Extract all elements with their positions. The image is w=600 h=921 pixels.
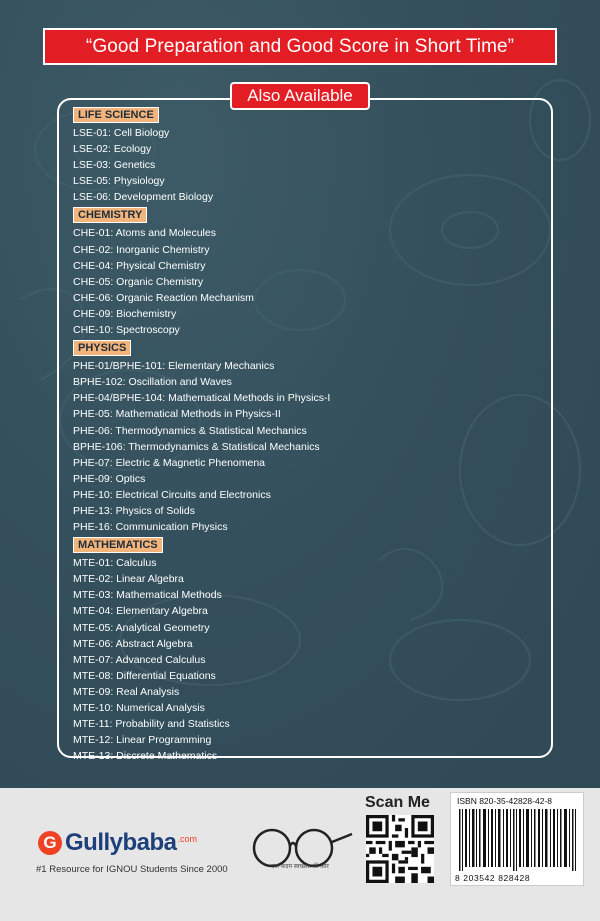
course-item: PHE-09: Optics — [73, 472, 146, 485]
course-item: CHE-02: Inorganic Chemistry — [73, 243, 210, 256]
swachh-bharat-glasses-icon — [242, 820, 354, 880]
course-item: LSE-02: Ecology — [73, 143, 152, 156]
course-item: CHE-10: Spectroscopy — [73, 324, 180, 337]
course-item: PHE-10: Electrical Circuits and Electronics — [73, 488, 271, 501]
course-item: CHE-06: Organic Reaction Mechanism — [73, 291, 254, 304]
course-item: CHE-01: Atoms and Molecules — [73, 227, 216, 240]
course-item: LSE-03: Genetics — [73, 159, 156, 172]
course-item: PHE-06: Thermodynamics & Statistical Mechanics — [73, 424, 307, 437]
isbn-barcode-box — [450, 792, 584, 886]
course-item: MTE-03: Mathematical Methods — [73, 589, 222, 602]
course-item: LSE-05: Physiology — [73, 175, 165, 188]
barcode-icon — [457, 809, 579, 871]
section-life-science — [73, 105, 533, 205]
logo-g-icon: G — [38, 831, 62, 855]
course-item: MTE-04: Elementary Algebra — [73, 605, 208, 618]
section-heading: LIFE SCIENCE — [73, 107, 159, 123]
course-item: CHE-09: Biochemistry — [73, 307, 177, 320]
course-item: PHE-16: Communication Physics — [73, 521, 228, 534]
section-chemistry — [73, 205, 533, 338]
course-item: MTE-06: Abstract Algebra — [73, 637, 193, 650]
scan-me-label: Scan Me — [365, 794, 430, 811]
course-item: PHE-13: Physics of Solids — [73, 504, 195, 517]
section-physics — [73, 338, 533, 535]
course-item: PHE-07: Electric & Magnetic Phenomena — [73, 456, 266, 469]
section-heading: PHYSICS — [73, 340, 131, 356]
course-item: LSE-01: Cell Biology — [73, 127, 170, 139]
course-item: CHE-05: Organic Chemistry — [73, 275, 204, 288]
section-mathematics — [73, 535, 533, 764]
course-item: MTE-02: Linear Algebra — [73, 573, 184, 586]
course-item: BPHE-106: Thermodynamics & Statistical Mechanics — [73, 440, 320, 453]
course-item: MTE-10: Numerical Analysis — [73, 702, 205, 714]
course-item: PHE-05: Mathematical Methods in Physics-II — [73, 408, 281, 421]
course-item: MTE-12: Linear Programming — [73, 734, 212, 747]
tagline-banner: “Good Preparation and Good Score in Short Time” — [43, 28, 557, 65]
course-lists — [73, 105, 533, 764]
qr-code[interactable] — [366, 815, 434, 883]
footer-tagline: #1 Resource for IGNOU Students Since 2000 — [36, 864, 228, 875]
logo-domain: .com — [177, 834, 198, 844]
course-item: CHE-04: Physical Chemistry — [73, 259, 206, 272]
section-heading: MATHEMATICS — [73, 537, 163, 553]
course-item: MTE-09: Real Analysis — [73, 685, 180, 698]
course-item: MTE-11: Probability and Statistics — [73, 718, 230, 731]
gullybaba-logo — [38, 828, 197, 858]
course-item: LSE-06: Development Biology — [73, 191, 214, 204]
section-heading: CHEMISTRY — [73, 207, 147, 223]
isbn-digits: 8 203542 828428 — [455, 873, 531, 883]
course-item: MTE-01: Calculus — [73, 557, 157, 570]
course-item: MTE-07: Advanced Calculus — [73, 653, 206, 666]
swachh-caption: एक कदम स्वच्छता की ओर — [271, 864, 329, 870]
logo-wordmark: Gullybaba — [65, 829, 177, 856]
also-available-tab: Also Available — [230, 82, 370, 110]
course-item: MTE-13: Discrete Mathematics — [73, 750, 218, 763]
course-item: PHE-04/BPHE-104: Mathematical Methods in Physics-I — [73, 392, 331, 405]
isbn-label: ISBN 820-35-42828-42-8 — [457, 796, 552, 806]
course-item: PHE-01/BPHE-101: Elementary Mechanics — [73, 360, 275, 373]
course-item: MTE-05: Analytical Geometry — [73, 621, 210, 634]
course-item: BPHE-102: Oscillation and Waves — [73, 376, 232, 389]
course-item: MTE-08: Differential Equations — [73, 669, 216, 682]
